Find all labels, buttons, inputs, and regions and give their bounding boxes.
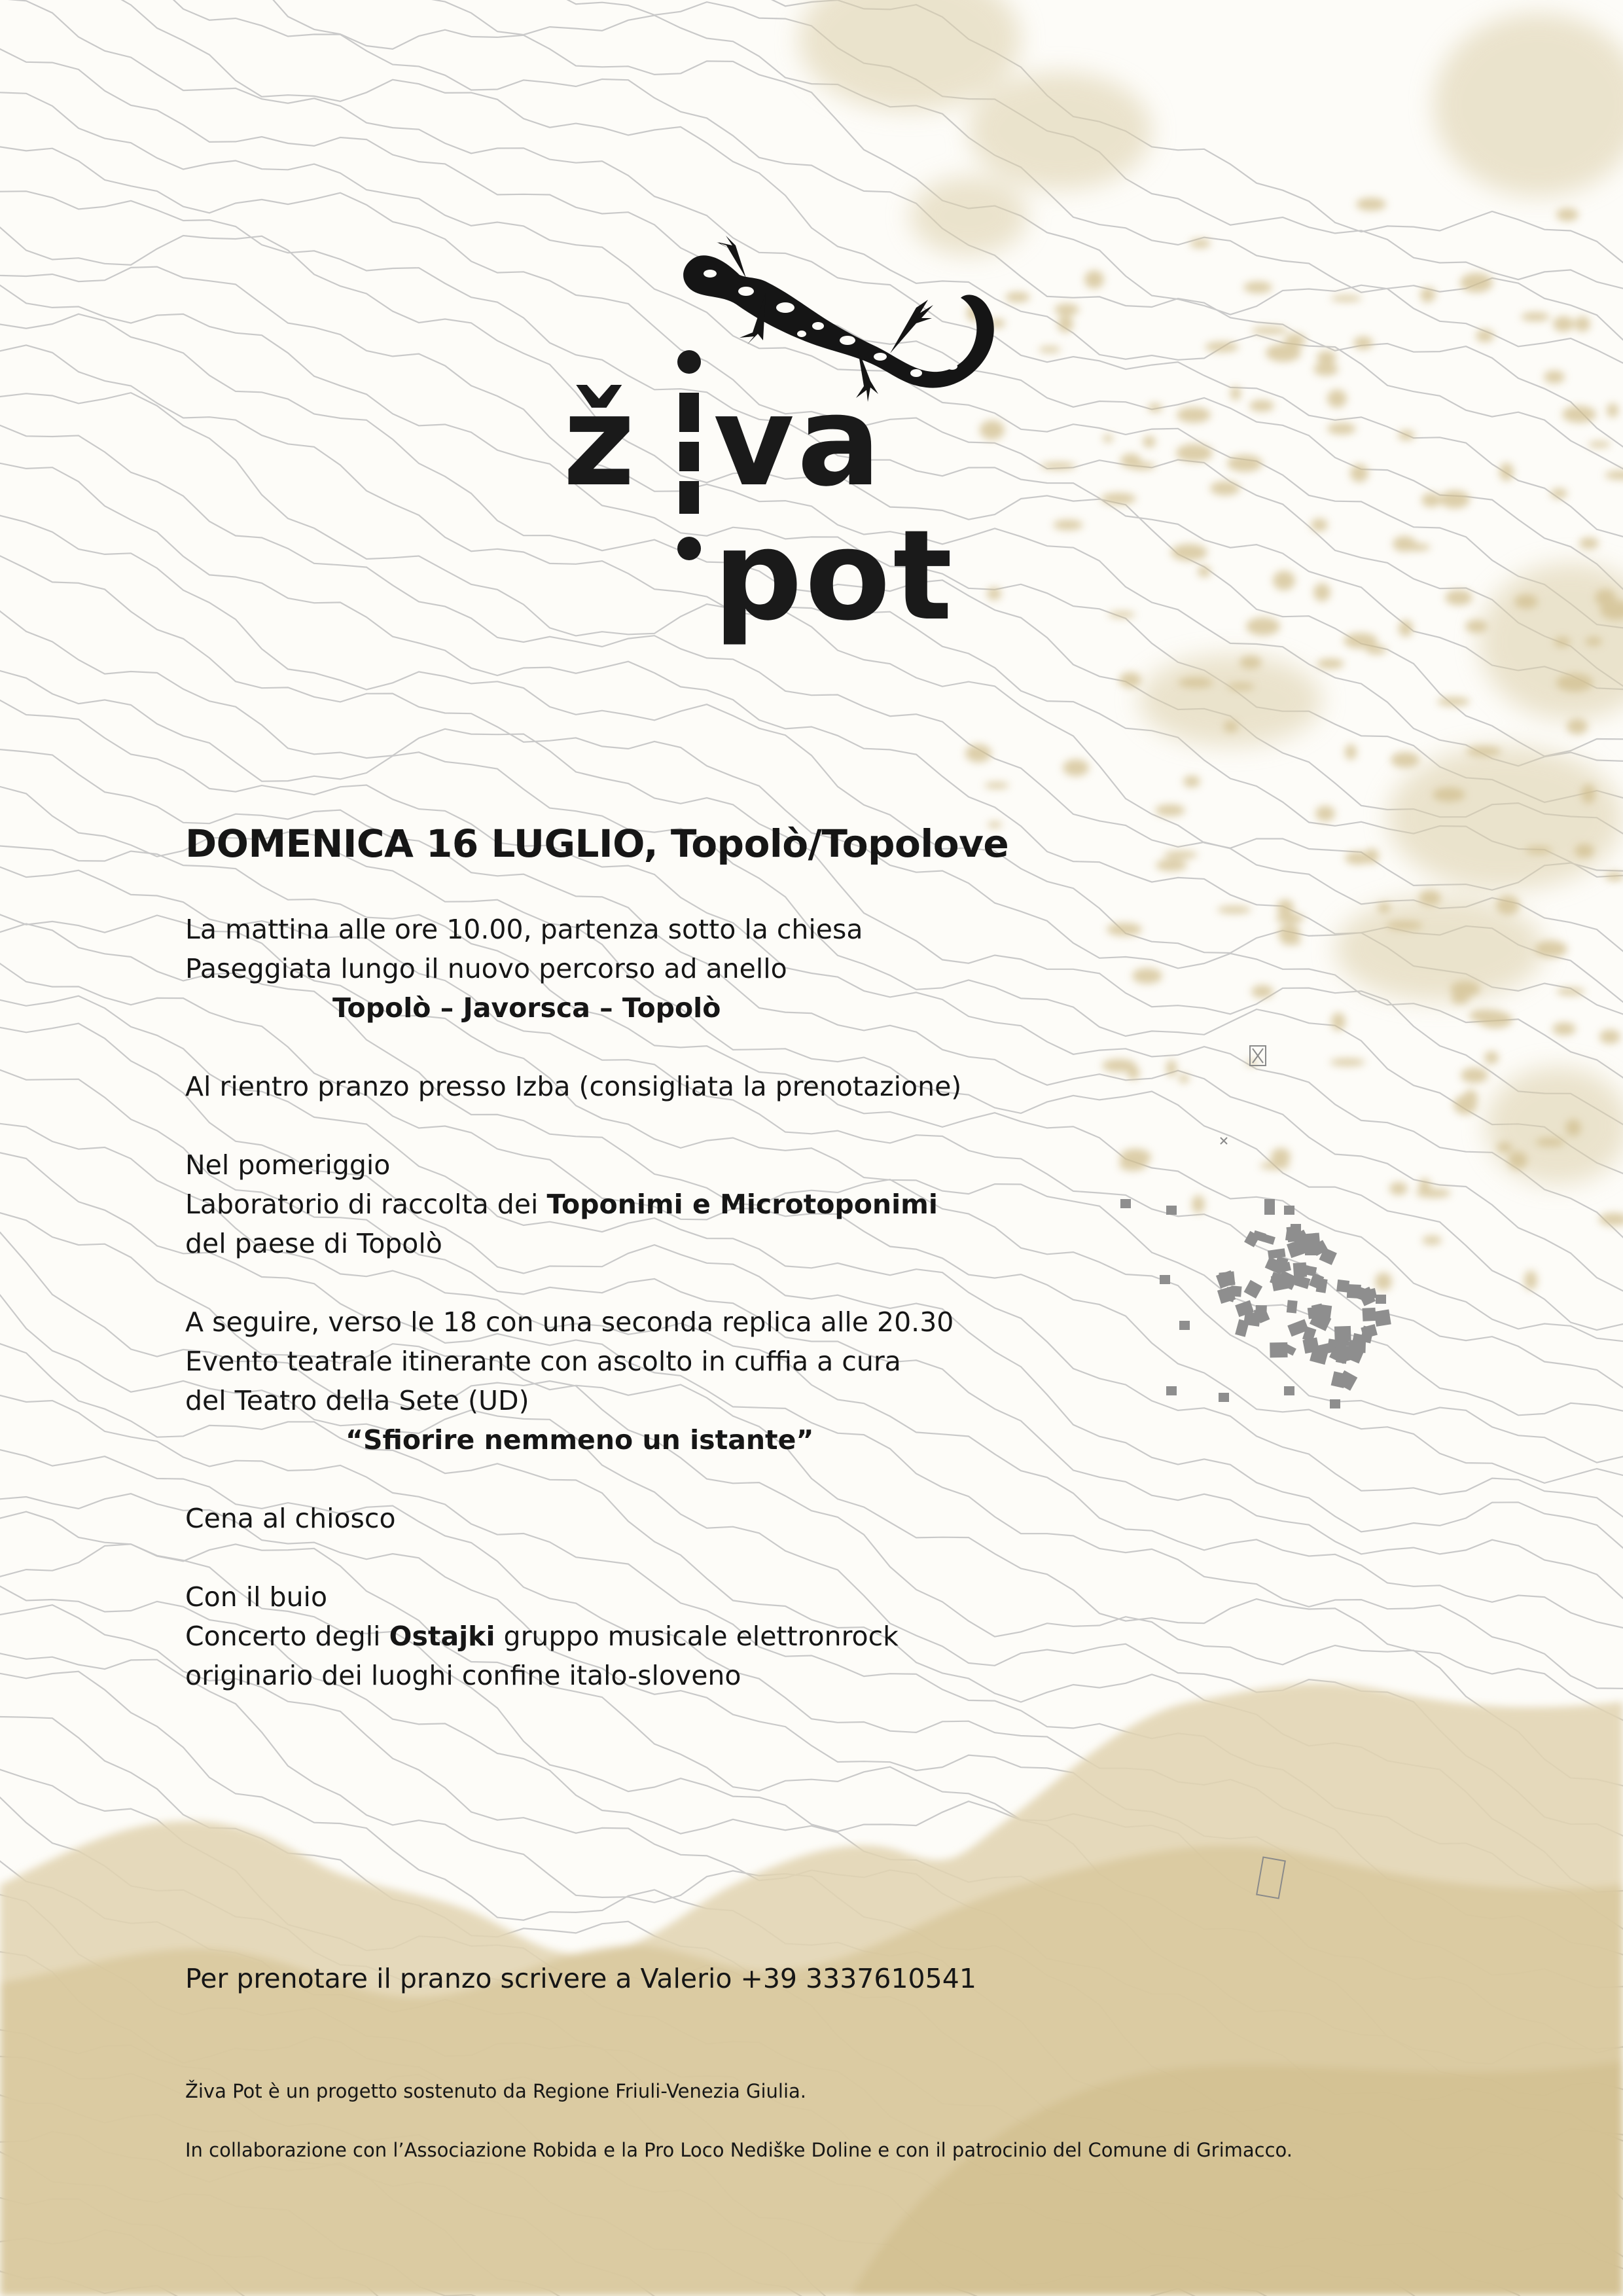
watercolor-dab <box>1466 746 1501 757</box>
watercolor-dab <box>1451 994 1469 1004</box>
map-building <box>1334 1326 1351 1342</box>
theatre-line-1: A seguire, verso le 18 con una seconda replica alle 20.30 <box>185 1306 954 1338</box>
watercolor-dab <box>1246 617 1280 636</box>
watercolor-dab <box>1313 363 1338 376</box>
watercolor-dab <box>1315 806 1335 821</box>
watercolor-dab <box>1535 941 1567 958</box>
watercolor-dab <box>1375 1272 1392 1291</box>
watercolor-dab <box>1469 1009 1502 1022</box>
watercolor-dab <box>1562 406 1596 423</box>
watercolor-dab <box>965 744 991 762</box>
watercolor-dab <box>1143 436 1156 448</box>
watercolor-dab <box>1345 852 1371 865</box>
morning-line-1: La mattina alle ore 10.00, partenza sotto la chiesa <box>185 914 863 945</box>
map-building <box>1336 1280 1349 1293</box>
lunch-line: Al rientro pranzo presso Izba (consigliata la prenotazione) <box>185 1071 962 1102</box>
footer-collaboration: In collaborazione con l’Associazione Robida e la Pro Loco Nediške Doline e con il patrocinio del Comune di Grimacco. <box>185 2139 1293 2161</box>
watercolor-dab <box>1496 895 1520 915</box>
watercolor-dab <box>1177 407 1211 423</box>
watercolor-dab <box>1198 565 1211 577</box>
watercolor-dab <box>1525 846 1552 854</box>
watercolor-dab <box>1554 637 1571 647</box>
map-building <box>1270 1342 1287 1357</box>
watercolor-dab <box>1605 872 1623 881</box>
map-building <box>1166 1206 1177 1215</box>
map-building <box>1235 1319 1249 1336</box>
map-building <box>1160 1275 1170 1284</box>
watercolor-dab <box>1484 1051 1499 1064</box>
watercolor-dab <box>1378 903 1391 913</box>
theatre-title: “Sfiorire nemmeno un istante” <box>346 1424 814 1456</box>
watercolor-dab <box>1421 289 1432 303</box>
watercolor-dab <box>1249 400 1274 412</box>
watercolor-dab <box>1251 327 1288 334</box>
map-building <box>1264 1199 1275 1208</box>
watercolor-dab <box>1128 1066 1139 1080</box>
watercolor-dab <box>1171 544 1207 561</box>
toponyms-highlight: Toponimi e Microtoponimi <box>546 1189 938 1220</box>
map-building <box>1291 1224 1301 1232</box>
watercolor-dab <box>1550 488 1567 499</box>
map-building <box>1219 1393 1229 1402</box>
watercolor-dab <box>1399 620 1413 637</box>
watercolor-dab <box>1119 672 1141 688</box>
watercolor-dab <box>1579 537 1599 549</box>
map-building <box>1244 1280 1263 1299</box>
watercolor-dab <box>1271 1148 1291 1165</box>
logo-dotted-i <box>677 350 701 560</box>
watercolor-dab <box>1421 493 1441 507</box>
watercolor-dab <box>1556 988 1585 996</box>
afternoon-line-2-text: Laboratorio di raccolta dei <box>185 1189 547 1220</box>
watercolor-dab <box>1544 370 1565 384</box>
watercolor-dab <box>1460 273 1493 293</box>
watercolor-dab <box>1101 493 1136 505</box>
footer-support: Živa Pot è un progetto sostenuto da Regione Friuli-Venezia Giulia. <box>185 2080 807 2102</box>
watercolor-dab <box>1108 611 1135 618</box>
watercolor-dab <box>1251 985 1274 998</box>
theatre-line-2: Evento teatrale itinerante con ascolto in cuffia a cura <box>185 1346 901 1377</box>
watercolor-dab <box>1164 851 1198 859</box>
watercolor-dab <box>1499 463 1514 481</box>
watercolor-dab <box>1179 1074 1189 1083</box>
watercolor-dab <box>1356 198 1386 211</box>
watercolor-dab <box>1419 890 1441 906</box>
watercolor-dab <box>1575 316 1590 332</box>
watercolor-dab <box>1330 295 1362 302</box>
map-building <box>1293 1263 1307 1278</box>
watercolor-dab <box>1556 673 1593 692</box>
watercolor-dab <box>1119 1159 1147 1171</box>
village-map <box>1120 1199 1391 1408</box>
watercolor-dab <box>1063 759 1089 776</box>
watercolor-dab <box>1227 455 1262 472</box>
concert-line-2-post: gruppo musicale elettronrock <box>495 1621 899 1652</box>
logo-text-line1-rest: va <box>713 369 884 514</box>
watercolor-dab <box>1275 913 1304 924</box>
watercolor-dab <box>1227 683 1255 691</box>
watercolor-dab <box>1575 844 1594 858</box>
watercolor-dab <box>1084 270 1104 289</box>
watercolor-dab <box>1465 620 1488 633</box>
watercolor-dab <box>1437 697 1470 706</box>
watercolor-dab <box>1433 787 1465 802</box>
watercolor-dab <box>1350 464 1368 482</box>
watercolor-dab <box>1317 351 1336 364</box>
watercolor-dab <box>1192 1195 1205 1213</box>
watercolor-dab <box>1535 1138 1565 1147</box>
watercolor-dab <box>1327 389 1347 408</box>
watercolor-dab <box>1273 571 1295 590</box>
watercolor-dab <box>1581 784 1596 804</box>
map-building <box>1284 1206 1294 1215</box>
watercolor-dab <box>1605 471 1623 480</box>
watercolor-dab <box>1183 776 1200 787</box>
watercolor-dab <box>1190 239 1211 248</box>
map-building <box>1284 1386 1294 1395</box>
morning-line-2: Paseggiata lungo il nuovo percorso ad anello <box>185 953 787 984</box>
watercolor-dab <box>1450 981 1480 997</box>
watercolor-dab <box>1176 444 1213 462</box>
watercolor-dab <box>1391 752 1419 768</box>
watercolor-dab <box>1389 1182 1408 1195</box>
watercolor-dab <box>1607 403 1618 418</box>
watercolor-dab <box>1476 329 1494 342</box>
watercolor-dab <box>1243 281 1272 293</box>
map-building <box>1362 1308 1376 1321</box>
watercolor-dab <box>1217 906 1251 914</box>
watercolor-dab <box>1132 968 1162 984</box>
booking-info: Per prenotare il pranzo scrivere a Valerio +39 3337610541 <box>185 1963 976 1994</box>
map-building <box>1258 1232 1275 1244</box>
watercolor-dab <box>1230 386 1241 401</box>
watercolor-dab <box>1240 656 1262 669</box>
watercolor-dab <box>1553 316 1574 332</box>
afternoon-line-3: del paese di Topolò <box>185 1228 442 1259</box>
watercolor-dab <box>1461 1067 1488 1083</box>
watercolor-dab <box>1454 1095 1477 1115</box>
map-building <box>1376 1295 1386 1304</box>
theatre-line-3: del Teatro della Sete (UD) <box>185 1385 529 1416</box>
afternoon-line-2 <box>185 1185 938 1224</box>
watercolor-dab <box>1595 589 1616 606</box>
concert-line-2-pre: Concerto degli <box>185 1621 389 1652</box>
watercolor-dab <box>1107 923 1142 936</box>
map-building <box>1374 1310 1391 1327</box>
watercolor-dab <box>1120 454 1141 468</box>
watercolor-dab <box>1508 1151 1527 1170</box>
watercolor-dab <box>1156 859 1187 871</box>
watercolor-dab <box>1585 637 1602 646</box>
watercolor-dab <box>1497 1142 1512 1153</box>
map-building <box>1166 1386 1177 1395</box>
map-building <box>1304 1232 1320 1244</box>
watercolor-dab <box>1353 336 1373 350</box>
watercolor-dab <box>1552 1022 1576 1035</box>
watercolor-dab <box>1419 1178 1431 1194</box>
watercolor-dab <box>1148 403 1162 412</box>
watercolor-dab <box>1103 435 1113 442</box>
logo-text-line2: pot <box>713 503 955 648</box>
map-building <box>1120 1199 1131 1208</box>
map-building <box>1179 1321 1190 1330</box>
watercolor-dab <box>1331 1013 1346 1031</box>
watercolor-dab <box>1330 1058 1365 1066</box>
watercolor-dab <box>1224 721 1238 732</box>
watercolor-dab <box>1440 490 1470 509</box>
watercolor-dab <box>1445 590 1472 605</box>
watercolor-dab <box>1386 921 1423 930</box>
watercolor-dab <box>1588 441 1611 448</box>
watercolor-dab <box>1344 633 1378 649</box>
watercolor-dab <box>1178 677 1213 688</box>
afternoon-line-1: Nel pomeriggio <box>185 1149 391 1181</box>
watercolor-dab <box>1313 583 1330 601</box>
watercolor-dab <box>1556 208 1578 221</box>
watercolor-dab <box>1311 518 1328 531</box>
watercolor-dab <box>1281 939 1302 945</box>
band-name: Ostajki <box>389 1621 495 1652</box>
map-building <box>1317 1304 1332 1320</box>
watercolor-dab <box>1277 899 1294 915</box>
watercolor-dab <box>1317 658 1344 669</box>
map-building <box>1287 1300 1298 1313</box>
concert-line-3: originario dei luoghi confine italo-sloveno <box>185 1660 741 1691</box>
watercolor-dab <box>1166 1060 1177 1077</box>
map-building <box>1330 1399 1340 1408</box>
watercolor-dab <box>984 782 1009 789</box>
watercolor-dab <box>1514 594 1538 609</box>
watercolor-dab <box>1599 1213 1623 1226</box>
watercolor-dab <box>1210 481 1240 495</box>
watercolor-dab <box>1393 536 1416 552</box>
logo-text-line1: ž <box>563 369 638 514</box>
watercolor-dab <box>1567 719 1588 734</box>
route-name: Topolò – Javorsca – Topolò <box>332 992 721 1024</box>
watercolor-dab <box>1422 1236 1442 1245</box>
dinner-line: Cena al chiosco <box>185 1503 396 1534</box>
concert-line-1: Con il buio <box>185 1581 328 1613</box>
concert-line-2 <box>185 1617 899 1656</box>
event-headline: DOMENICA 16 LUGLIO, Topolò/Topolove <box>185 821 1009 866</box>
watercolor-dab <box>1327 423 1356 435</box>
watercolor-dab <box>1155 804 1185 816</box>
watercolor-dab <box>1398 430 1415 440</box>
watercolor-dab <box>1565 1119 1581 1136</box>
watercolor-dab <box>1285 333 1306 348</box>
ziva-pot-logo <box>550 216 1073 674</box>
watercolor-dab <box>1521 312 1550 321</box>
watercolor-dab <box>1524 1270 1537 1290</box>
watercolor-dab <box>1205 342 1239 352</box>
watercolor-dab <box>1345 744 1357 760</box>
watercolor-dab <box>1599 1030 1620 1044</box>
